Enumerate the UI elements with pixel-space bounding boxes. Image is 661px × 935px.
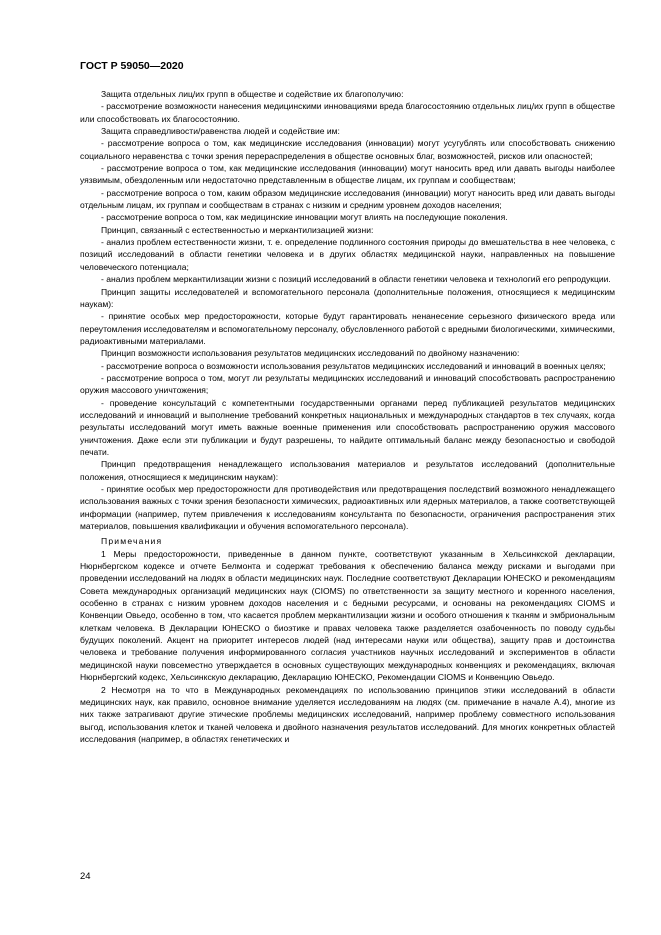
paragraph: Защита отдельных лиц/их групп в обществе и содействие их благополучию: [101,89,404,99]
paragraph: - рассмотрение вопроса о возможности использования результатов медицинских исследований и инноваций в военных целях; [101,360,606,371]
notes-heading: Примечания [101,536,163,547]
paragraph: - принятие особых мер предосторожности для противодействия или предотвращения последствий возможного ненадлежащего использования важных с точки зрения безопасности химических, радиоактивных или ядерных материалов, а также соответствующей информации (например, путем привлечения к исследованиям консультанта по безопасности, ограничения распространения этих материалов, повышения квалификации и обучения вспомогательного персонала). [80,484,615,532]
document-body [80,88,615,745]
note-item: 2 Несмотря на то что в Международных рекомендациях по использованию принципов этики исследований в области медицинских наук, как правило, основное внимание уделяется исследованиям на людях (см. примечание в начале А.4), многие из них также затрагивают другие этические проблемы медицинских исследований, например проблему совместного использования выгод, использования клеток и тканей человека и двойного назначения результатов исследований. Для многих конкретных областей исследования (например, в областях генетических и [80,684,615,744]
paragraph: - рассмотрение вопроса о том, каким образом медицинские исследования (инновации) могут наносить вред или давать выгоды отдельным лицам, их группам и сообществам в странах с низким и средним уровнем доходов населения; [80,187,615,211]
paragraph: Принцип предотвращения ненадлежащего использования материалов и результатов исследований (дополнительные положения, относящиеся к медицинским наукам): [80,459,615,482]
paragraph: Принцип защиты исследователей и вспомогательного персонала (дополнительные положения, относящиеся к медицинским наукам): [80,286,615,309]
paragraph: Принцип, связанный с естественностью и меркантилизацией жизни: [101,224,374,235]
paragraph: - рассмотрение возможности нанесения медицинскими инновациями вреда благосостоянию отдельных лиц/их групп в обществе или способствовать их благосостоянию. [80,101,615,124]
paragraph: - рассмотрение вопроса о том, как медицинские инновации могут влиять на последующие поколения. [101,212,508,223]
paragraph: - анализ проблем естественности жизни, т. е. определение подлинного состояния природы до вмешательства в нее человека, с позиций исследований в области генетики человека и в других областях медицинской науки, направленных на повышение человеческого потенциала; [80,237,615,272]
page-number: 24 [80,871,91,882]
paragraph: - проведение консультаций с компетентными государственными органами перед публикацией результатов медицинских исследований и инноваций и выполнение требований конкретных национальных и международных стандартов в тех случаях, когда результаты исследований могут иметь важные военные применения или способствовать распространению оружия массового уничтожения. Даже если эти публикации и будут разрешены, то найдите оптимальный баланс между безопасностью и свободой печати. [80,397,615,457]
paragraph: - принятие особых мер предосторожности, которые будут гарантировать ненанесение серьезного физического вреда или переутомления исследователям и вспомогательному персоналу, обусловленного работой с вредными биологическими, химическими, радиоактивными материалами. [80,311,615,346]
paragraph: Защита справедливости/равенства людей и содействие им: [101,126,340,137]
paragraph: Принцип возможности использования результатов медицинских исследований по двойному назначению: [101,348,520,359]
paragraph: - анализ проблем меркантилизации жизни с позиций исследований в области генетики человека и технологий его репродукции. [101,274,611,285]
paragraph: - рассмотрение вопроса о том, как медицинские исследования (инновации) могут усугублять или способствовать снижению социального неравенства с точки зрения перераспределения в обществе основных благ, возможностей, рисков или опасностей; [80,138,615,161]
paragraph: - рассмотрение вопроса о том, как медицинские исследования (инновации) могут наносить вред или давать выгоды наиболее уязвимым, обездоленным или недостаточно представленным в обществе лицам, их группам и сообществам; [80,163,615,186]
paragraph: - рассмотрение вопроса о том, могут ли результаты медицинских исследований и инноваций способствовать распространению оружия массового уничтожения; [80,372,615,396]
document-header: ГОСТ Р 59050—2020 [80,60,184,72]
note-item: 1 Меры предосторожности, приведенные в данном пункте, соответствуют указанным в Хельсинкской декларации, Нюрнбергском кодексе и отчете Белмонта и содержат требования к обеспечению баланса между рисками и выгодами при проведении исследований на людях в области медицинских наук. Последние соответствуют Декларации ЮНЕСКО и рекомендациям Совета международных организаций медицинских наук (CIOMS) по ответственности за защиту местного и коренного населения, особенно в странах с низким уровнем доходов населения и с бедными ресурсами, и основаны на рекомендациях CIOMS и Конвенции Овьедо, особенно в том, что касается проблем меркантилизации жизни и особого отношения к тканям и эмбриональным клеткам человека. В Декларации ЮНЕСКО о биоэтике и правах человека также разделяется озабоченность по поводу судьбы будущих поколений. Акцент на приоритет интересов людей (над интересами науки или общества), защиту прав и достоинства человека и требование получения информированного согласия участников научных исследований и экспериментов в области медицинской науки повсеместно утверждается в основных существующих международных конвенциях и рекомендациях, включая Нюрнбергский кодекс, Хельсинкскую декларацию, Декларацию ЮНЕСКО, Рекомендации CIOMS и Конвенцию Овьедо. [80,548,615,683]
